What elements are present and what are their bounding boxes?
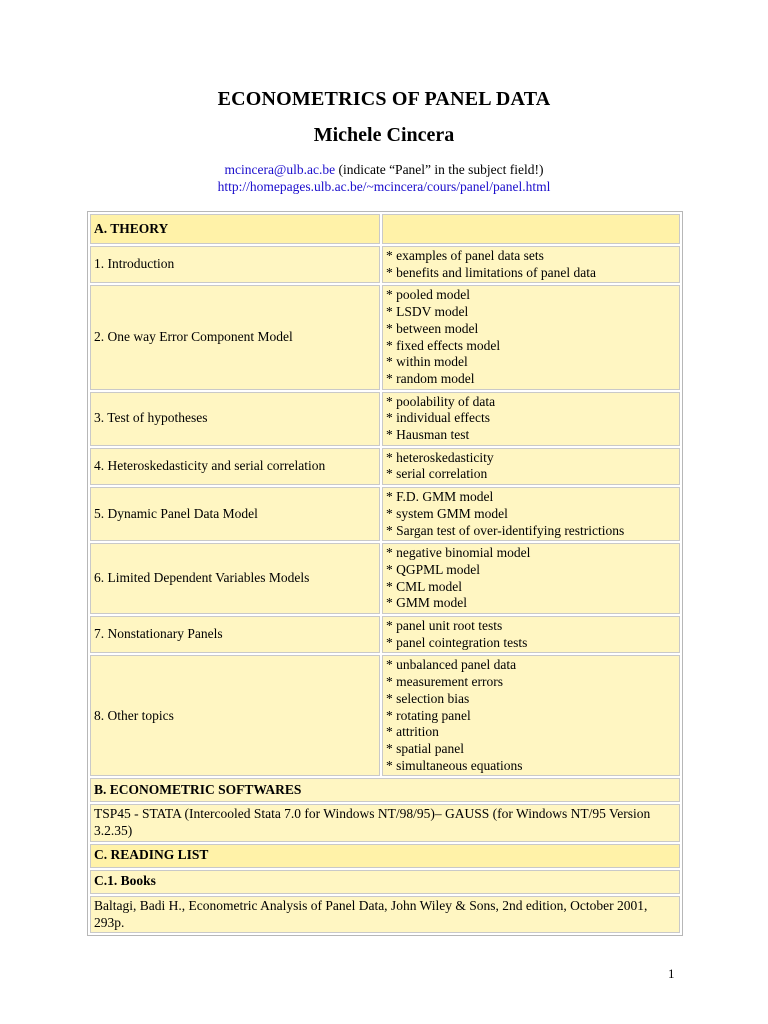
theory-row — [90, 543, 680, 614]
theory-section — [90, 214, 680, 776]
theory-header-row — [90, 214, 680, 244]
theory-item: * panel unit root tests — [386, 618, 503, 634]
theory-item: * Sargan test of over-identifying restrictions — [386, 522, 625, 538]
theory-item: * attrition — [386, 724, 439, 740]
theory-header: A. THEORY — [90, 214, 380, 244]
theory-row — [90, 246, 680, 283]
email-note: (indicate “Panel” in the subject field!) — [335, 162, 544, 177]
theory-items — [382, 487, 680, 541]
theory-item: * measurement errors — [386, 674, 503, 690]
theory-row — [90, 616, 680, 653]
theory-item: * within model — [386, 354, 468, 370]
software-text: TSP45 - STATA (Intercooled Stata 7.0 for Windows NT/98/95)– GAUSS (for Windows NT/95 Version 3.2.35) — [90, 804, 680, 841]
theory-topic: 8. Other topics — [90, 655, 380, 776]
theory-item: * LSDV model — [386, 304, 469, 320]
theory-item: * random model — [386, 370, 475, 386]
course-url-link[interactable]: http://homepages.ulb.ac.be/~mcincera/cours/panel/panel.html — [217, 179, 551, 194]
email-link[interactable]: mcincera@ulb.ac.be — [224, 162, 336, 177]
theory-item: * F.D. GMM model — [386, 489, 494, 505]
reading-subheader: C.1. Books — [90, 870, 680, 894]
theory-item: * unbalanced panel data — [386, 657, 517, 673]
reading-subheader-row — [90, 870, 680, 894]
theory-items — [382, 616, 680, 653]
theory-item: * Hausman test — [386, 427, 470, 443]
theory-items — [382, 448, 680, 485]
theory-item: * poolability of data — [386, 393, 496, 409]
theory-item: * serial correlation — [386, 466, 488, 482]
reading-header-row — [90, 844, 680, 868]
theory-item: * simultaneous equations — [386, 757, 523, 773]
theory-topic: 3. Test of hypotheses — [90, 392, 380, 446]
theory-item: * panel cointegration tests — [386, 634, 528, 650]
theory-items — [382, 285, 680, 389]
theory-row — [90, 392, 680, 446]
theory-item: * rotating panel — [386, 707, 471, 723]
theory-items — [382, 392, 680, 446]
theory-item: * QGPML model — [386, 561, 480, 577]
theory-item: * heteroskedasticity — [386, 449, 494, 465]
theory-item: * individual effects — [386, 410, 490, 426]
theory-item: * between model — [386, 320, 479, 336]
theory-topic: 7. Nonstationary Panels — [90, 616, 380, 653]
theory-row — [90, 655, 680, 776]
theory-topic: 1. Introduction — [90, 246, 380, 283]
reading-text: Baltagi, Badi H., Econometric Analysis of Panel Data, John Wiley & Sons, 2nd edition, October 2001, 293p. — [90, 896, 680, 933]
syllabus-table — [87, 211, 683, 936]
theory-item: * GMM model — [386, 595, 467, 611]
author-name: Michele Cincera — [313, 124, 455, 146]
theory-row — [90, 285, 680, 389]
theory-item: * benefits and limitations of panel data — [386, 264, 596, 280]
page-number: 1 — [668, 966, 675, 981]
software-header-row — [90, 778, 680, 802]
theory-item: * spatial panel — [386, 740, 464, 756]
theory-row — [90, 448, 680, 485]
theory-items — [382, 655, 680, 776]
theory-item: * fixed effects model — [386, 337, 501, 353]
theory-topic: 6. Limited Dependent Variables Models — [90, 543, 380, 614]
theory-item: * pooled model — [386, 287, 470, 303]
theory-item: * negative binomial model — [386, 545, 531, 561]
software-section — [90, 778, 680, 933]
theory-topic: 5. Dynamic Panel Data Model — [90, 487, 380, 541]
theory-topic: 2. One way Error Component Model — [90, 285, 380, 389]
contact-email-line — [0, 162, 768, 178]
theory-item: * CML model — [386, 578, 462, 594]
theory-item: * system GMM model — [386, 505, 508, 521]
reading-text-row — [90, 896, 680, 933]
theory-header-empty-cell — [382, 214, 680, 244]
software-header: B. ECONOMETRIC SOFTWARES — [90, 778, 680, 802]
theory-item: * examples of panel data sets — [386, 248, 544, 263]
software-text-row — [90, 804, 680, 841]
theory-items — [382, 246, 680, 283]
theory-items — [382, 543, 680, 614]
theory-topic: 4. Heteroskedasticity and serial correlation — [90, 448, 380, 485]
document-title: ECONOMETRICS OF PANEL DATA — [217, 88, 551, 110]
theory-item: * selection bias — [386, 690, 470, 706]
theory-row — [90, 487, 680, 541]
contact-url-line — [0, 179, 768, 195]
reading-header: C. READING LIST — [90, 844, 680, 868]
